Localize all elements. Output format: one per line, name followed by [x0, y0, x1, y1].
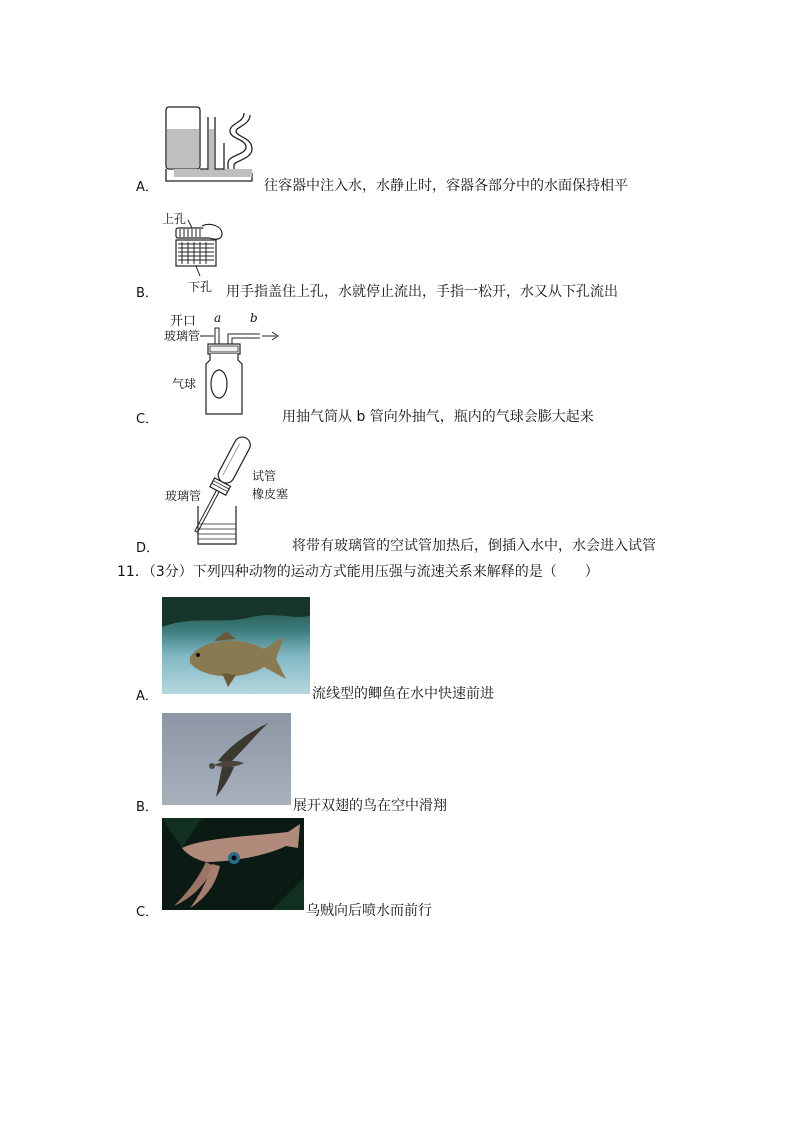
label-test-tube: 试管: [252, 469, 277, 483]
q11-option-b-text: 展开双翅的鸟在空中滑翔: [293, 798, 447, 814]
label-glass-tube-d: 玻璃管: [165, 489, 202, 503]
label-top-hole: 上孔: [162, 212, 187, 226]
label-rubber-stopper: 橡皮塞: [252, 487, 289, 501]
squid-photo: [162, 818, 304, 910]
crucian-carp-photo: [162, 597, 310, 694]
label-bottom-hole: 下孔: [188, 280, 213, 294]
option-a-text: 往容器中注入水，水静止时，容器各部分中的水面保持相平: [264, 178, 628, 194]
label-glass-tube-c: 玻璃管: [164, 329, 201, 343]
q11-option-c-text: 乌贼向后喷水而前行: [306, 903, 432, 919]
q11-option-c-letter: C．: [136, 905, 159, 920]
option-b-letter: B．: [136, 286, 158, 301]
q11-option-a-text: 流线型的鲫鱼在水中快速前进: [312, 686, 494, 702]
option-d-letter: D．: [136, 541, 160, 556]
label-b: b: [250, 311, 258, 325]
option-d-text: 将带有玻璃管的空试管加热后，倒插入水中，水会进入试管: [292, 538, 656, 554]
q11-option-b-letter: B．: [136, 800, 158, 815]
connected-vessels-figure: [160, 103, 260, 187]
option-a-letter: A．: [136, 180, 158, 195]
gliding-bird-photo: [162, 713, 291, 805]
label-a: a: [214, 311, 222, 325]
option-c-letter: C．: [136, 412, 159, 427]
pot-with-holes-figure: [166, 218, 228, 278]
option-c-text: 用抽气筒从 b 管向外抽气，瓶内的气球会膨大起来: [282, 409, 594, 425]
question-11-stem: 11．（3分）下列四种动物的运动方式能用压强与流速关系来解释的是（ ）: [117, 564, 599, 580]
label-balloon: 气球: [172, 377, 197, 391]
label-opening: 开口: [170, 314, 197, 329]
q11-option-a-letter: A．: [136, 689, 158, 704]
option-b-text: 用手指盖住上孔，水就停止流出，手指一松开，水又从下孔流出: [226, 284, 618, 300]
balloon-bottle-figure: [200, 324, 282, 418]
